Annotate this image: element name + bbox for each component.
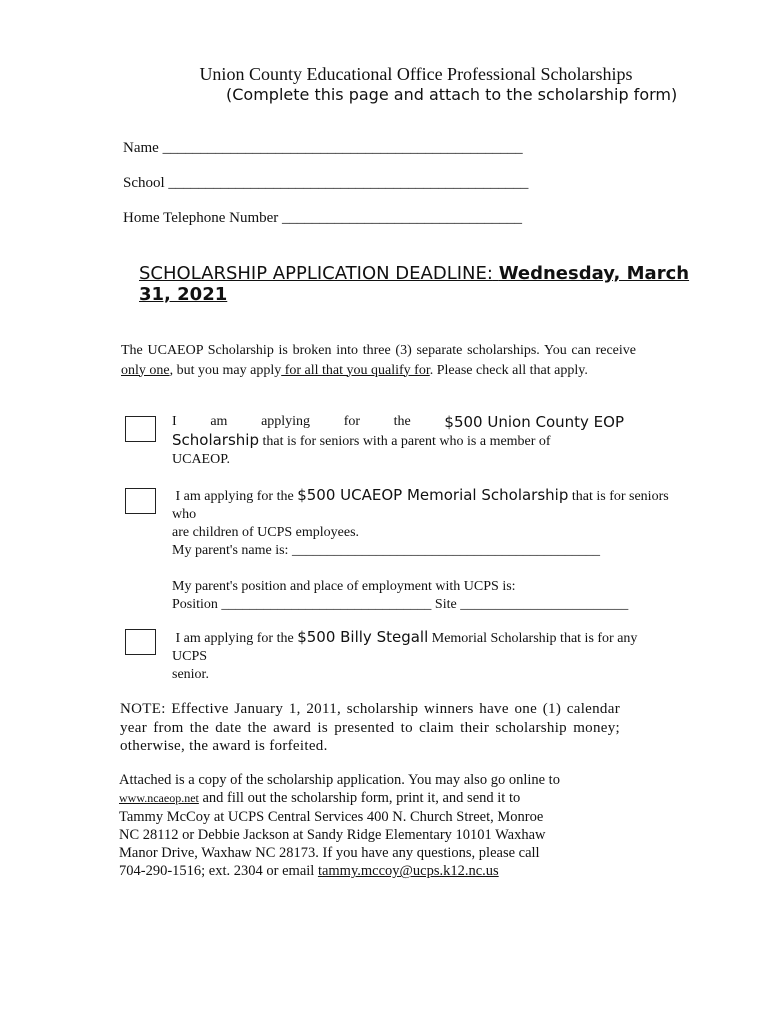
opt2-line-3: are children of UCPS employees.: [172, 525, 360, 540]
opt3-pre: I am applying for the: [175, 631, 298, 646]
option-2-text: [172, 486, 732, 614]
parent-name-field[interactable]: [172, 542, 732, 560]
parent-name-line: ____________________________________________: [291, 543, 600, 558]
opt1-word: I: [172, 414, 177, 429]
position-line: ______________________________: [221, 597, 432, 612]
opt1-amount-2: Scholarship: [172, 431, 259, 449]
phone-label: Home Telephone Number: [123, 210, 279, 226]
school-field[interactable]: [123, 175, 528, 192]
opt2-amount: $500 UCAEOP Memorial Scholarship: [297, 486, 569, 504]
site-label: Site: [431, 597, 461, 612]
name-label: Name: [123, 140, 159, 156]
checkbox-option-1[interactable]: [125, 416, 156, 442]
note-paragraph: NOTE: Effective January 1, 2011, scholarship winners have one (1) calendar year from the date the award is presented to claim their scholarship money; otherwise, the award is forfeited.: [120, 701, 620, 754]
checkbox-option-2[interactable]: [125, 488, 156, 514]
opt1-line-3: UCAEOP.: [172, 452, 230, 467]
opt3-line-3: senior.: [172, 667, 209, 682]
intro-only-one: only one: [121, 362, 170, 378]
attached-line-3: Tammy McCoy at UCPS Central Services 400 N. Church Street, Monroe: [119, 808, 544, 825]
opt2-pre: I am applying for the: [175, 489, 298, 504]
deadline-date: Wednesday, March 31, 2021: [139, 263, 690, 305]
document-title: Union County Educational Office Professional Scholarships: [199, 64, 633, 84]
position-field[interactable]: [172, 597, 431, 612]
opt1-rest: that is for seniors with a parent who is a member of: [259, 434, 551, 449]
name-line: ________________________________________________: [162, 140, 523, 156]
opt1-word: the: [393, 414, 411, 429]
opt2-line-2: who: [172, 507, 197, 522]
attached-paragraph: [119, 771, 609, 881]
phone-field[interactable]: [123, 210, 522, 227]
attached-line-6: 704-290-1516; ext. 2304 or email: [119, 863, 318, 880]
opt3-amount: $500 Billy Stegall: [297, 628, 429, 646]
site-line: ________________________: [460, 597, 629, 612]
intro-text-3: . Please check all that apply.: [429, 362, 588, 378]
checkbox-option-3[interactable]: [125, 629, 156, 655]
attached-line-5: Manor Drive, Waxhaw NC 28173. If you have any questions, please call: [119, 845, 540, 862]
site-field[interactable]: [431, 597, 628, 612]
opt3-line-2: UCPS: [172, 649, 208, 664]
attached-line-1: Attached is a copy of the scholarship application. You may also go online to: [119, 772, 560, 788]
deadline-label: SCHOLARSHIP APPLICATION DEADLINE:: [139, 263, 493, 284]
deadline-heading: [139, 263, 719, 305]
position-intro: My parent's position and place of employment with UCPS is:: [172, 579, 516, 594]
website-link[interactable]: www.ncaeop.net: [119, 791, 199, 806]
attached-line-2: and fill out the scholarship form, print it, and send it to: [198, 790, 521, 807]
school-label: School: [123, 175, 165, 191]
opt1-word: for: [343, 414, 361, 429]
document-subtitle: (Complete this page and attach to the scholarship form): [226, 85, 678, 104]
intro-text-1: The UCAEOP Scholarship is broken into three (3) separate scholarships. You can receive: [121, 343, 636, 358]
opt1-word: am: [210, 414, 228, 429]
option-3-text: [172, 628, 732, 684]
attached-line-4: NC 28112 or Debbie Jackson at Sandy Ridge Elementary 10101 Waxhaw: [119, 826, 546, 843]
intro-qualify: for all that you qualify for: [281, 362, 430, 378]
intro-paragraph: [121, 341, 636, 380]
school-line: ________________________________________________: [168, 175, 529, 191]
intro-text-2: , but you may apply: [169, 362, 282, 378]
opt3-post: Memorial Scholarship that is for any: [428, 631, 638, 646]
parent-name-label: My parent's name is:: [172, 543, 292, 558]
opt1-word: applying: [261, 414, 311, 429]
opt1-amount: $500 Union County EOP: [444, 413, 624, 431]
option-1-text: [172, 413, 624, 469]
opt2-post: that is for seniors: [568, 489, 669, 504]
name-field[interactable]: [123, 140, 523, 157]
phone-line: ________________________________: [282, 210, 523, 226]
position-label: Position: [172, 597, 222, 612]
email-link[interactable]: tammy.mccoy@ucps.k12.nc.us: [317, 863, 499, 880]
